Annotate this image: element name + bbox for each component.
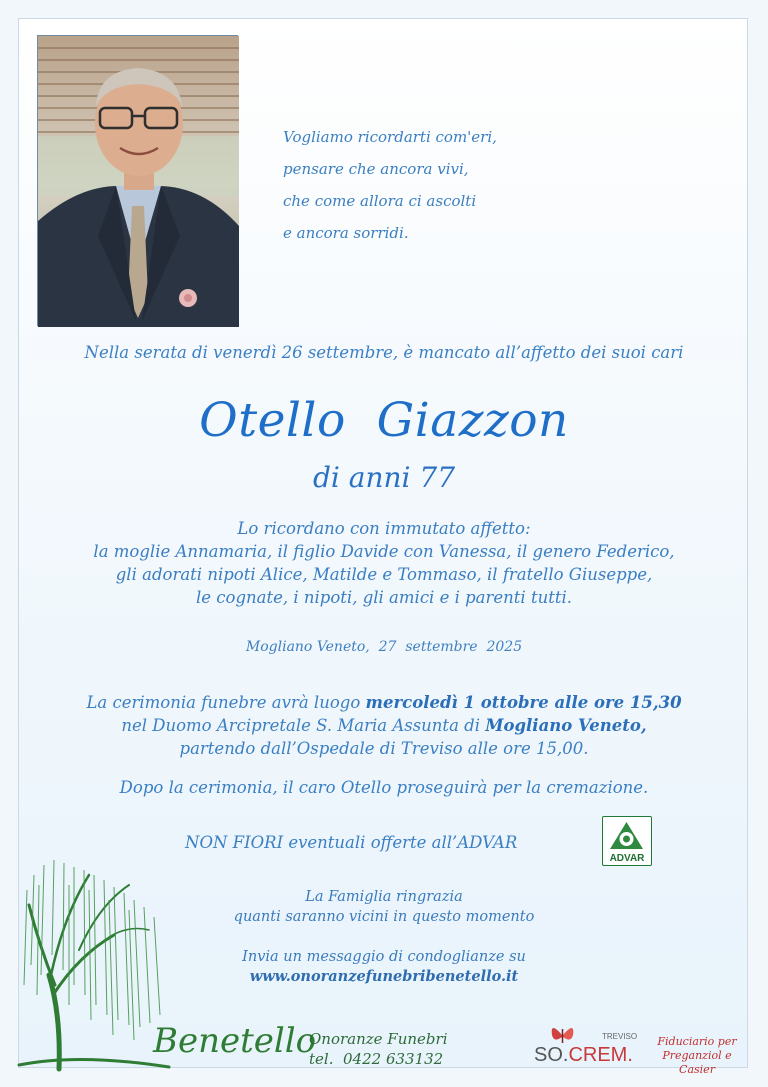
poem: [283, 121, 613, 249]
socrem-logo: [534, 1021, 644, 1067]
funeral-home-phone: tel. 0422 633132: [309, 1050, 444, 1068]
advar-label: ADVAR: [609, 853, 645, 864]
socrem-so: SO.: [534, 1044, 569, 1066]
poem-line: che come allora ci ascolti: [283, 192, 477, 210]
family-line: Lo ricordano con immutato affetto:: [237, 519, 531, 538]
ceremony-line3: partendo dall’Ospedale di Treviso alle ore 15,00.: [179, 739, 589, 758]
benetello-logo: Benetello: [153, 1021, 317, 1061]
funeral-home-service: Onoranze Funebri: [309, 1030, 448, 1048]
ceremony-info: [19, 691, 749, 760]
poem-line: pensare che ancora vivi,: [283, 160, 469, 178]
socrem-crem: CREM.: [568, 1044, 633, 1066]
poem-line: e ancora sorridi.: [283, 224, 409, 242]
condolences-text: Invia un messaggio di condoglianze su: [242, 949, 526, 965]
portrait-photo: [37, 35, 238, 326]
advar-logo: [602, 816, 652, 866]
place-date: Mogliano Veneto, 27 settembre 2025: [245, 639, 523, 655]
fiduciario-line: Preganziol e Casier: [662, 1049, 732, 1076]
ceremony-line1: La cerimonia funebre avrà luogo: [86, 693, 366, 712]
condolences-link[interactable]: www.onoranzefunebribenetello.it: [249, 968, 519, 985]
ceremony-town: Mogliano Veneto,: [485, 716, 647, 735]
socrem-wordmark: [534, 1044, 633, 1067]
thanks-line: quanti saranno vicini in questo momento: [233, 909, 535, 925]
intro-text: Nella serata di venerdì 26 settembre, è mancato all’affetto dei suoi cari: [84, 343, 684, 362]
family-line: la moglie Annamaria, il figlio Davide con Vanessa, il genero Federico,: [93, 542, 675, 561]
funeral-home-info: [309, 1029, 448, 1069]
ceremony-datetime: mercoledì 1 ottobre alle ore 15,30: [365, 693, 682, 712]
family-list: [19, 517, 749, 609]
thanks-line: La Famiglia ringrazia: [305, 889, 463, 905]
ceremony-line2: nel Duomo Arcipretale S. Maria Assunta di: [121, 716, 486, 735]
obituary-card: [18, 18, 748, 1076]
deceased-age: di anni 77: [312, 461, 456, 494]
deceased-name: Otello Giazzon: [199, 393, 569, 448]
fiduciario-line: Fiduciario per: [657, 1035, 737, 1048]
socrem-city: TREVISO: [602, 1032, 638, 1041]
poem-line: Vogliamo ricordarti com'eri,: [283, 128, 497, 146]
family-line: le cognate, i nipoti, gli amici e i parenti tutti.: [196, 588, 572, 607]
non-fiori-text: NON FIORI eventuali offerte all’ADVAR: [185, 833, 518, 852]
cremation-note: Dopo la cerimonia, il caro Otello proseguirà per la cremazione.: [119, 778, 649, 797]
family-line: gli adorati nipoti Alice, Matilde e Tommaso, il fratello Giuseppe,: [115, 565, 653, 584]
fiduciario-note: [645, 1035, 749, 1077]
